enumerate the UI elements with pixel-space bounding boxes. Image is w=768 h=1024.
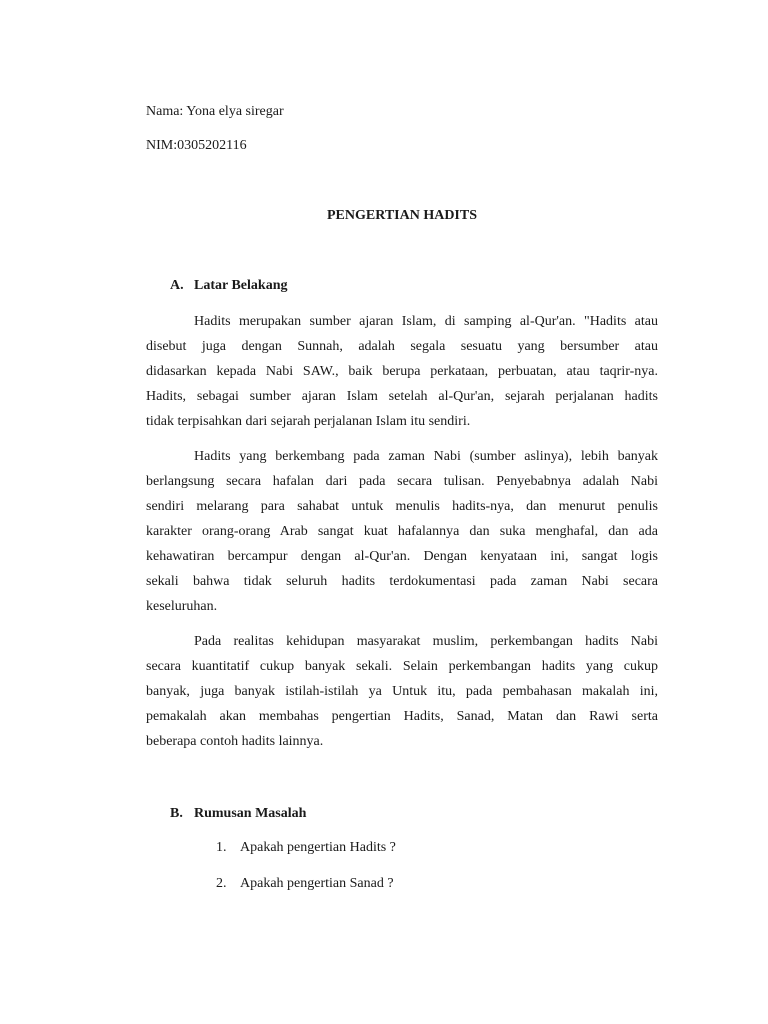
list-item-text: Apakah pengertian Hadits ? [240,840,396,855]
paragraph-line: banyak, juga banyak istilah-istilah ya Untuk itu, pada pembahasan makalah ini, [146,684,658,699]
paragraph-line: pemakalah akan membahas pengertian Hadits, Sanad, Matan dan Rawi serta [146,709,658,724]
paragraph-line: didasarkan kepada Nabi SAW., baik berupa perkataan, perbuatan, atau taqrir-nya. [146,364,658,379]
paragraph-line: Hadits yang berkembang pada zaman Nabi (sumber aslinya), lebih banyak [194,449,658,464]
paragraph-line: berlangsung secara hafalan dari pada secara tulisan. Penyebabnya adalah Nabi [146,474,658,489]
section-b-number: B. [170,806,183,821]
paragraph-line: beberapa contoh hadits lainnya. [146,734,324,749]
paragraph-line: keseluruhan. [146,599,218,614]
paragraph-line: tidak terpisahkan dari sejarah perjalanan Islam itu sendiri. [146,414,471,429]
paragraph-line: karakter orang-orang Arab sangat kuat hafalannya dan suka menghafal, dan ada [146,524,658,539]
paragraph-3 [146,629,658,754]
paragraph-line: Hadits merupakan sumber ajaran Islam, di samping al-Qur'an. "Hadits atau [194,314,658,329]
paragraph-line: kehawatiran bercampur dengan al-Qur'an. Dengan kenyataan ini, sangat logis [146,549,658,564]
paragraph-line: Pada realitas kehidupan masyarakat muslim, perkembangan hadits Nabi [194,634,658,649]
student-nim: NIM:0305202116 [146,138,247,153]
section-b-heading: Rumusan Masalah [194,806,307,821]
list-item-number: 1. [216,840,227,855]
section-a-heading: Latar Belakang [194,278,288,293]
paragraph-line: Hadits, sebagai sumber ajaran Islam setelah al-Qur'an, sejarah perjalanan hadits [146,389,658,404]
paragraph-line: sendiri melarang para sahabat untuk menulis hadits-nya, dan menurut penulis [146,499,658,514]
paragraph-2 [146,444,658,619]
section-a-number: A. [170,278,184,293]
list-item-number: 2. [216,876,227,891]
paragraph-line: disebut juga dengan Sunnah, adalah segala sesuatu yang bersumber atau [146,339,658,354]
paragraph-line: sekali bahwa tidak seluruh hadits terdokumentasi pada zaman Nabi secara [146,574,658,589]
document-title: PENGERTIAN HADITS [326,208,478,223]
paragraph-1 [146,309,658,434]
list-item-text: Apakah pengertian Sanad ? [240,876,394,891]
paragraph-line: secara kuantitatif cukup banyak sekali. Selain perkembangan hadits yang cukup [146,659,658,674]
student-name: Nama: Yona elya siregar [146,104,284,119]
